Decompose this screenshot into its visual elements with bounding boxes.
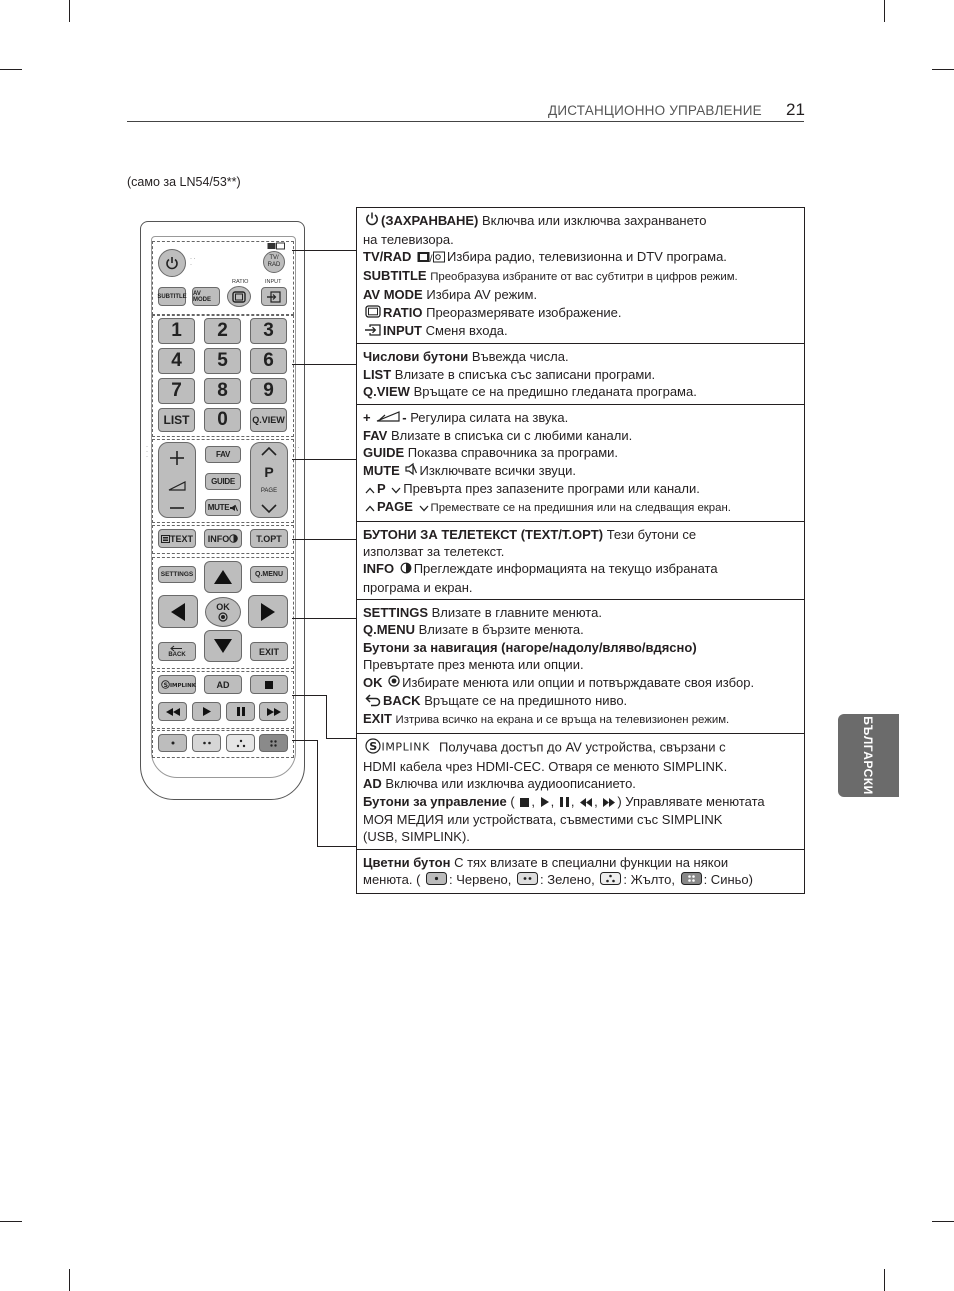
key-term: MUTE bbox=[363, 462, 400, 478]
svg-text:/: / bbox=[429, 253, 433, 264]
arrow-down-icon bbox=[213, 638, 233, 654]
description-line bbox=[363, 526, 798, 543]
description-line bbox=[363, 621, 798, 638]
description-line bbox=[363, 543, 798, 560]
description-text: Влизате в главните менюта. bbox=[431, 605, 602, 620]
info-label: INFO bbox=[207, 533, 230, 544]
description-text: МОЯ МЕДИЯ или устройствата, съвместими със SIMPLINK bbox=[363, 812, 723, 828]
program-dots: · · bbox=[294, 445, 300, 451]
chevron-up-icon bbox=[365, 499, 375, 516]
power-dots: · · · bbox=[190, 256, 196, 268]
input-button[interactable] bbox=[261, 287, 287, 306]
description-text: С тях влизате в специални функции на някои bbox=[454, 854, 729, 870]
description-row bbox=[357, 599, 804, 733]
description-line bbox=[363, 267, 798, 286]
key-term: AD bbox=[363, 776, 382, 792]
leader-line bbox=[326, 695, 327, 738]
key-term: BACK bbox=[383, 692, 421, 708]
t-opt-button[interactable]: T.OPT bbox=[250, 529, 288, 548]
exit-button[interactable]: EXIT bbox=[250, 642, 288, 661]
digit-5-button[interactable]: 5 bbox=[204, 348, 241, 374]
tv-rad-icon bbox=[417, 249, 445, 267]
stop-icon bbox=[520, 794, 529, 811]
description-row bbox=[357, 343, 804, 403]
back-icon bbox=[170, 645, 184, 652]
back-icon bbox=[365, 693, 381, 710]
q-view-button[interactable]: Q.VIEW bbox=[250, 408, 287, 432]
description-text: Включва или изключва аудиоописанието. bbox=[385, 776, 636, 792]
description-text: : Жълто, bbox=[623, 872, 675, 888]
description-line bbox=[363, 656, 798, 673]
digit-2-button[interactable]: 2 bbox=[204, 318, 241, 344]
description-row bbox=[357, 208, 804, 343]
blue-key-icon bbox=[681, 872, 702, 889]
description-line bbox=[363, 348, 798, 365]
tv-rad-button[interactable]: TV/ RAD bbox=[263, 251, 285, 273]
leader-line bbox=[292, 459, 356, 460]
description-text: : Червено, bbox=[449, 872, 512, 888]
leader-line bbox=[326, 738, 356, 739]
minus-icon bbox=[169, 506, 185, 510]
play-icon bbox=[541, 794, 549, 811]
leader-line bbox=[292, 539, 356, 540]
rewind-button[interactable] bbox=[158, 702, 187, 721]
description-text: Превърта през запазените програми или канали. bbox=[403, 480, 700, 496]
plus-icon bbox=[169, 450, 185, 466]
key-term: EXIT bbox=[363, 711, 392, 727]
back-label: BACK bbox=[168, 652, 186, 658]
description-line bbox=[363, 692, 798, 710]
description-line bbox=[363, 793, 798, 811]
fast-forward-button[interactable] bbox=[259, 702, 288, 721]
description-text: ( bbox=[510, 793, 515, 809]
nav-right-button[interactable] bbox=[248, 595, 288, 628]
leader-line bbox=[292, 695, 326, 696]
description-line bbox=[363, 322, 798, 340]
settings-button[interactable]: SETTINGS bbox=[158, 566, 196, 583]
text-button[interactable] bbox=[158, 529, 196, 548]
key-term: Q.MENU bbox=[363, 622, 415, 638]
description-text: Тези бутони се bbox=[606, 526, 697, 542]
crop-mark bbox=[884, 0, 885, 22]
description-line bbox=[363, 871, 798, 889]
chevron-up-icon bbox=[365, 481, 375, 498]
q-menu-button[interactable]: Q.MENU bbox=[250, 566, 288, 583]
play-button[interactable] bbox=[192, 702, 221, 721]
av-mode-button[interactable]: AV MODE bbox=[192, 287, 220, 306]
chevron-down-icon bbox=[261, 504, 277, 513]
description-text: : Зелено, bbox=[540, 872, 595, 888]
description-line bbox=[363, 444, 798, 461]
crop-mark bbox=[932, 69, 954, 70]
key-term: OK bbox=[363, 674, 383, 690]
key-term: LIST bbox=[363, 366, 392, 382]
yellow-key-icon bbox=[600, 872, 621, 889]
description-text: , bbox=[550, 793, 555, 809]
svg-text:S: S bbox=[369, 739, 378, 753]
yellow-key-icon bbox=[236, 739, 246, 748]
description-text: менюта. ( bbox=[363, 872, 421, 888]
green-key-icon bbox=[202, 740, 212, 746]
key-term: P bbox=[377, 480, 386, 496]
guide-button[interactable]: GUIDE bbox=[205, 473, 241, 490]
volume-rocker[interactable] bbox=[158, 442, 196, 518]
arrow-up-icon bbox=[213, 569, 233, 585]
red-key-button[interactable] bbox=[158, 734, 187, 752]
description-line bbox=[363, 710, 798, 729]
digit-1-button[interactable]: 1 bbox=[158, 318, 195, 344]
description-text: Изтрива всичко на екрана и се връща на телевизионен режим. bbox=[395, 714, 730, 727]
description-text: Избира AV режим. bbox=[426, 287, 538, 303]
blue-key-icon bbox=[269, 739, 278, 748]
crop-mark bbox=[0, 1221, 22, 1222]
description-text: Преглеждате информацията на текущо избраната bbox=[413, 561, 718, 577]
description-text: , bbox=[570, 793, 575, 809]
description-row bbox=[357, 733, 804, 849]
svg-text:IMPLINK: IMPLINK bbox=[381, 740, 430, 754]
description-line bbox=[363, 738, 798, 758]
language-tab[interactable] bbox=[838, 714, 899, 797]
yellow-key-button[interactable] bbox=[226, 734, 255, 752]
red-key-icon bbox=[170, 740, 176, 746]
ratio-icon bbox=[232, 291, 246, 303]
digit-8-button[interactable]: 8 bbox=[204, 378, 241, 404]
description-line bbox=[363, 758, 798, 775]
info-button[interactable] bbox=[204, 529, 242, 548]
description-table bbox=[356, 207, 805, 894]
volume-icon bbox=[376, 409, 400, 426]
ratio-icon bbox=[365, 305, 381, 322]
language-tab-label: БЪЛГАРСКИ bbox=[861, 716, 876, 795]
description-line bbox=[363, 304, 798, 322]
description-text: Превъртате през менюта или опции. bbox=[363, 657, 584, 673]
fast-forward-icon bbox=[603, 794, 615, 811]
input-label: INPUT bbox=[265, 279, 282, 285]
description-text: Регулира силата на звука. bbox=[410, 409, 569, 425]
stop-button[interactable] bbox=[250, 675, 288, 694]
key-term: SETTINGS bbox=[363, 605, 429, 620]
ratio-button[interactable] bbox=[227, 286, 251, 307]
fav-button[interactable]: FAV bbox=[205, 446, 241, 463]
description-text: Влизате в бързите менюта. bbox=[418, 622, 584, 638]
crop-mark bbox=[69, 1269, 70, 1291]
power-icon bbox=[165, 256, 179, 270]
model-note: (само за LN54/53**) bbox=[127, 175, 241, 189]
key-term: Бутони за управление bbox=[363, 793, 507, 809]
red-key-icon bbox=[426, 872, 447, 889]
description-line bbox=[363, 409, 798, 427]
arrow-right-icon bbox=[260, 602, 276, 622]
svg-text:IMPLINK: IMPLINK bbox=[170, 682, 196, 689]
description-text: Влизате в списъка си с любими канали. bbox=[390, 427, 633, 443]
play-icon bbox=[203, 707, 211, 716]
header-rule bbox=[127, 121, 804, 122]
teletext-icon bbox=[161, 535, 170, 543]
description-line bbox=[363, 854, 798, 871]
description-text: (USB, SIMPLINK). bbox=[363, 829, 470, 845]
leader-line bbox=[292, 740, 317, 741]
description-line bbox=[363, 480, 798, 498]
nav-down-button[interactable] bbox=[204, 630, 242, 662]
ratio-label: RATIO bbox=[232, 279, 249, 285]
description-line bbox=[363, 639, 798, 656]
green-key-icon bbox=[517, 872, 538, 889]
description-line bbox=[363, 579, 798, 596]
digit-9-button[interactable]: 9 bbox=[250, 378, 287, 404]
key-term: (ЗАХРАНВАНЕ) bbox=[381, 213, 479, 228]
crop-mark bbox=[0, 69, 22, 70]
leader-line bbox=[292, 364, 356, 365]
description-text: програма и екран. bbox=[363, 579, 473, 595]
description-text: ) Управлявате менютата bbox=[617, 793, 765, 809]
crop-mark bbox=[932, 1221, 954, 1222]
key-term: Q.VIEW bbox=[363, 384, 410, 400]
digit-4-button[interactable]: 4 bbox=[158, 348, 195, 374]
list-button[interactable]: LIST bbox=[158, 408, 195, 432]
back-button[interactable] bbox=[158, 642, 196, 661]
description-text: Получава достъп до AV устройства, свързани с bbox=[439, 739, 726, 755]
description-row bbox=[357, 849, 804, 893]
description-line bbox=[363, 775, 798, 792]
digit-3-button[interactable]: 3 bbox=[250, 318, 287, 344]
mute-icon bbox=[405, 462, 417, 479]
key-term: FAV bbox=[363, 427, 388, 443]
ok-button[interactable] bbox=[205, 597, 241, 627]
description-line bbox=[363, 286, 798, 303]
nav-left-button[interactable] bbox=[158, 595, 198, 628]
description-text: Включва или изключва захранването bbox=[481, 213, 707, 228]
key-term: INPUT bbox=[383, 323, 422, 339]
leader-line bbox=[292, 618, 356, 619]
description-text: Избира радио, телевизионна и DTV програма. bbox=[447, 249, 727, 265]
simplink-icon bbox=[365, 738, 437, 758]
description-text: на телевизора. bbox=[363, 231, 454, 247]
ad-button[interactable]: AD bbox=[204, 675, 242, 694]
description-text: Премествате се на предишния или на следващия екран. bbox=[430, 502, 731, 515]
ok-icon bbox=[388, 674, 400, 691]
key-term: БУТОНИ ЗА ТЕЛЕТЕКСТ (TEXT/T.OPT) bbox=[363, 526, 604, 542]
info-icon bbox=[400, 561, 412, 578]
description-line bbox=[363, 383, 798, 400]
description-line bbox=[363, 811, 798, 828]
leader-line bbox=[292, 250, 356, 251]
description-text: Преобразува избраните от вас субтитри в цифров режим. bbox=[430, 270, 738, 283]
program-page-label: PAGE bbox=[260, 488, 278, 494]
description-line bbox=[363, 231, 798, 248]
description-line bbox=[363, 212, 798, 231]
description-row bbox=[357, 404, 804, 521]
text-label: TEXT bbox=[169, 533, 193, 544]
description-text: Въвежда числа. bbox=[471, 349, 569, 365]
key-term: GUIDE bbox=[363, 445, 405, 461]
description-text: HDMI кабела чрез HDMI-CEC. Отваря се менюто SIMPLINK. bbox=[363, 758, 728, 774]
volume-dots: · · · bbox=[146, 444, 148, 460]
digit-7-button[interactable]: 7 bbox=[158, 378, 195, 404]
rewind-icon bbox=[580, 794, 592, 811]
page-number: 21 bbox=[786, 100, 805, 119]
subtitle-button[interactable]: SUBTITLE bbox=[158, 287, 186, 306]
key-term: INFO bbox=[363, 561, 395, 577]
simplink-icon bbox=[161, 680, 196, 689]
description-line bbox=[363, 248, 798, 267]
nav-up-button[interactable] bbox=[204, 561, 242, 593]
leader-line bbox=[317, 846, 356, 847]
digit-0-button[interactable]: 0 bbox=[204, 408, 241, 432]
description-text: Избирате менюта или опции и потвърждавате своя избор. bbox=[402, 674, 755, 690]
svg-text:S: S bbox=[163, 681, 168, 689]
pause-icon bbox=[560, 794, 569, 811]
key-term: - bbox=[402, 409, 407, 425]
description-text: Влизате в списъка със записани програми. bbox=[394, 366, 656, 382]
tv-rad-icon bbox=[267, 242, 285, 250]
chevron-up-icon bbox=[261, 447, 277, 456]
crop-mark bbox=[69, 0, 70, 22]
description-text: , bbox=[594, 793, 598, 809]
key-term: Бутони за навигация (нагоре/надолу/вляво/вдясно) bbox=[363, 639, 697, 655]
blue-key-button[interactable] bbox=[259, 734, 288, 752]
description-line bbox=[363, 366, 798, 383]
ok-icon bbox=[218, 612, 228, 622]
chevron-down-icon bbox=[419, 499, 429, 516]
description-text: , bbox=[531, 793, 535, 809]
description-line bbox=[363, 560, 798, 578]
leader-line bbox=[317, 740, 318, 846]
volume-icon bbox=[168, 481, 186, 491]
key-term: Числови бутони bbox=[363, 349, 469, 365]
description-text: използват за телетекст. bbox=[363, 543, 505, 559]
pause-icon bbox=[237, 707, 245, 716]
chevron-down-icon bbox=[391, 481, 401, 498]
key-term: SUBTITLE bbox=[363, 267, 427, 283]
description-text: : Синьо) bbox=[703, 872, 753, 888]
key-term: Цветни бутон bbox=[363, 854, 451, 870]
info-icon bbox=[229, 534, 238, 543]
description-line bbox=[363, 427, 798, 444]
description-line bbox=[363, 462, 798, 480]
stop-icon bbox=[265, 681, 273, 689]
key-term: RATIO bbox=[383, 304, 423, 320]
digit-6-button[interactable]: 6 bbox=[250, 348, 287, 374]
fast-forward-icon bbox=[267, 708, 281, 716]
header-title: ДИСТАНЦИОННО УПРАВЛЕНИЕ bbox=[548, 103, 762, 118]
key-term: TV/RAD bbox=[363, 249, 412, 265]
description-text: Изключвате всички звуци. bbox=[419, 462, 577, 478]
remote-control bbox=[140, 221, 305, 800]
description-line bbox=[363, 828, 798, 845]
mute-button[interactable] bbox=[205, 499, 241, 516]
program-rocker[interactable] bbox=[250, 442, 288, 518]
key-term: PAGE bbox=[377, 499, 413, 515]
description-text: Връщате се на предишното ниво. bbox=[424, 692, 628, 708]
green-key-button[interactable] bbox=[192, 734, 221, 752]
rewind-icon bbox=[166, 708, 180, 716]
description-text: Връщате се на предишно гледаната програма. bbox=[413, 384, 697, 400]
mute-label: MUTE bbox=[207, 503, 230, 512]
ok-label: OK bbox=[216, 601, 230, 612]
arrow-left-icon bbox=[170, 602, 186, 622]
crop-mark bbox=[884, 1269, 885, 1291]
description-line bbox=[363, 604, 798, 621]
program-p-label: P bbox=[264, 464, 274, 480]
description-row bbox=[357, 521, 804, 599]
description-text: Показва справочника за програми. bbox=[407, 445, 619, 461]
input-icon bbox=[267, 291, 281, 303]
input-icon bbox=[365, 323, 381, 340]
key-term: + bbox=[363, 409, 371, 425]
description-line bbox=[363, 674, 798, 692]
description-text: Сменя входа. bbox=[425, 323, 508, 339]
mute-icon bbox=[229, 504, 238, 512]
description-text: Преоразмерявате изображение. bbox=[426, 304, 622, 320]
pause-button[interactable] bbox=[226, 702, 255, 721]
key-term: AV MODE bbox=[363, 287, 423, 303]
power-icon bbox=[365, 212, 379, 230]
simplink-button[interactable] bbox=[158, 675, 196, 694]
description-line bbox=[363, 498, 798, 517]
power-button[interactable] bbox=[158, 249, 186, 277]
